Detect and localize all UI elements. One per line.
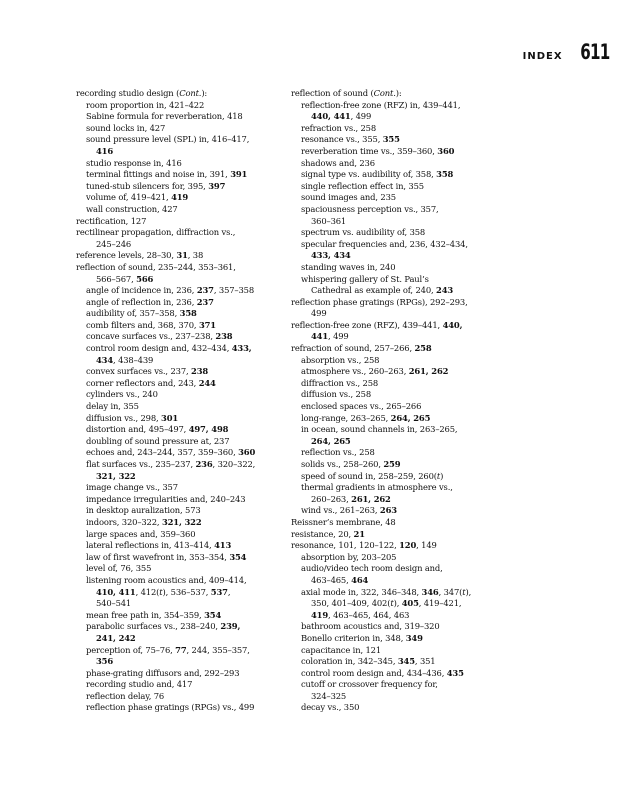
index-subentry: perception of, 75–76, 77, 244, 355–357, [86,644,250,655]
index-continuation: 360–361 [311,215,347,226]
index-subentry: atmosphere vs., 260–263, 261, 262 [301,366,449,377]
index-subentry: echoes and, 243–244, 357, 359–360, 360 [86,447,256,458]
index-subentry: corner reflectors and, 243, 244 [86,377,216,388]
index-subentry: solids vs., 258–260, 259 [301,459,401,469]
index-subentry: Sabine formula for reverberation, 418 [86,111,243,122]
page-number: 611 [579,40,609,64]
index-entry: reflection of sound, 235–244, 353–361, [76,261,236,272]
index-subentry: standing waves in, 240 [301,261,396,272]
index-continuation: 463–465, 464 [311,574,369,585]
index-subentry: mean free path in, 354–359, 354 [86,609,222,620]
index-continuation: 241, 242 [96,632,136,643]
index-subentry: image change vs., 357 [86,482,178,493]
index-subentry: law of first wavefront in, 353–354, 354 [86,551,247,562]
index-subentry: reflection-free zone (RFZ) in, 439–441, [301,99,461,110]
index-subentry: whispering gallery of St. Paul’s [301,273,429,284]
index-subentry: spaciousness perception vs., 357, [301,203,439,214]
index-subentry: axial mode in, 322, 346–348, 346, 347(t), [301,586,472,597]
index-continuation: 433, 434 [311,250,351,261]
index-subentry: signal type vs. audibility of, 358, 358 [301,169,454,180]
index-entry: reflection of sound (Cont.): [291,88,402,98]
index-subentry: distortion and, 495–497, 497, 498 [86,424,229,435]
index-entry: reference levels, 28–30, 31, 38 [76,250,204,261]
index-subentry: audio/video tech room design and, [301,563,443,574]
index-subentry: phase-grating diffusors and, 292–293 [86,667,240,678]
index-subentry: control room design and, 432–434, 433, [86,343,252,354]
index-column-left [76,88,298,714]
index-subentry: in ocean, sound channels in, 263–265, [301,424,458,435]
index-subentry: reflection vs., 258 [301,447,375,458]
index-entry: Reissner’s membrane, 48 [291,516,396,527]
index-subentry: parabolic surfaces vs., 238–240, 239, [86,621,241,632]
index-subentry: decay vs., 350 [301,702,360,713]
index-subentry: bathroom acoustics and, 319–320 [301,621,440,632]
index-subentry: resonance vs., 355, 355 [301,134,400,145]
index-subentry: cutoff or crossover frequency for, [301,679,438,690]
index-continuation: 324–325 [311,690,347,701]
index-subentry: capacitance in, 121 [301,644,382,655]
index-subentry: audibility of, 357–358, 358 [86,308,197,319]
index-entry: recording studio design (Cont.): [76,88,208,98]
index-subentry: Bonello criterion in, 348, 349 [301,632,423,643]
index-subentry: wall construction, 427 [86,203,178,214]
index-subentry: reflection delay, 76 [86,690,165,701]
index-subentry: listening room acoustics and, 409–414, [86,574,247,585]
index-continuation: 434, 438–439 [96,354,154,365]
index-subentry: shadows and, 236 [301,157,375,168]
index-entry: resistance, 20, 21 [291,528,365,539]
index-subentry: delay in, 355 [86,401,139,412]
index-subentry: diffusion vs., 298, 301 [86,412,179,423]
index-continuation: 416 [96,145,114,156]
index-subentry: spectrum vs. audibility of, 358 [301,227,426,238]
index-subentry: absorption vs., 258 [301,354,380,365]
running-head [523,40,609,64]
index-continuation: 350, 401–409, 402(t), 405, 419–421, [311,598,462,609]
index-subentry: control room design and, 434–436, 435 [301,667,464,678]
index-subentry: reverberation time vs., 359–360, 360 [301,145,455,156]
index-entry: rectilinear propagation, diffraction vs., [76,227,236,238]
index-subentry: coloration in, 342–345, 345, 351 [301,656,436,667]
index-continuation: 440, 441, 499 [311,111,372,122]
index-subentry: studio response in, 416 [86,157,182,168]
index-continuation: 540–541 [96,598,132,609]
index-entry: reflection-free zone (RFZ), 439–441, 440, [291,319,463,330]
index-continuation: Cathedral as example of, 240, 243 [311,285,454,296]
index-subentry: large spaces and, 359–360 [86,528,196,539]
index-subentry: flat surfaces vs., 235–237, 236, 320–322, [86,459,256,469]
index-subentry: doubling of sound pressure at, 237 [86,435,230,446]
index-subentry: angle of reflection in, 236, 237 [86,296,214,307]
index-subentry: wind vs., 261–263, 263 [301,505,397,516]
index-subentry: refraction vs., 258 [301,122,377,133]
index-subentry: sound pressure level (SPL) in, 416–417, [86,134,250,145]
index-subentry: level of, 76, 355 [86,563,152,574]
index-subentry: indoors, 320–322, 321, 322 [86,516,202,527]
index-subentry: angle of incidence in, 236, 237, 357–358 [86,285,255,296]
index-continuation: 321, 322 [96,470,136,481]
index-entry: refraction of sound, 257–266, 258 [291,343,432,354]
index-subentry: reflection phase gratings (RPGs) vs., 499 [86,702,255,713]
index-continuation: 245–246 [96,238,132,249]
index-subentry: tuned-stub silencers for, 395, 397 [86,180,226,191]
index-subentry: diffraction vs., 258 [301,377,379,388]
index-continuation: 499 [311,308,327,319]
index-subentry: enclosed spaces vs., 265–266 [301,401,422,412]
index-subentry: room proportion in, 421–422 [86,99,205,110]
index-continuation: 264, 265 [311,435,351,446]
index-continuation: 356 [96,656,114,667]
index-subentry: volume of, 419–421, 419 [86,192,189,203]
index-subentry: sound images and, 235 [301,192,396,203]
index-subentry: absorption by, 203–205 [301,551,397,562]
index-subentry: speed of sound in, 258–259, 260(t) [301,470,444,481]
index-subentry: lateral reflections in, 413–414, 413 [86,540,232,551]
index-subentry: convex surfaces vs., 237, 238 [86,366,209,377]
index-continuation: 566–567, 566 [96,273,154,284]
index-subentry: single reflection effect in, 355 [301,180,424,191]
index-subentry: diffusion vs., 258 [301,389,372,400]
index-subentry: thermal gradients in atmosphere vs., [301,482,453,493]
index-continuation: 441, 499 [311,331,349,342]
index-subentry: impedance irregularities and, 240–243 [86,493,246,504]
index-entry: resonance, 101, 120–122, 120, 149 [291,540,437,551]
index-subentry: cylinders vs., 240 [86,389,158,400]
index-subentry: concave surfaces vs., 237–238, 238 [86,331,233,342]
index-continuation: 410, 411, 412(t), 536–537, 537, [96,586,231,597]
index-subentry: terminal fittings and noise in, 391, 391 [86,169,248,180]
index-subentry: comb filters and, 368, 370, 371 [86,319,216,330]
index-continuation: 260–263, 261, 262 [311,493,391,504]
index-column-right [291,88,517,714]
index-subentry: sound locks in, 427 [86,122,166,133]
index-continuation: 419, 463–465, 464, 463 [311,609,410,620]
running-head-label: INDEX [522,51,563,62]
index-subentry: long-range, 263–265, 264, 265 [301,412,431,423]
index-entry: reflection phase gratings (RPGs), 292–293, [291,296,468,307]
index-subentry: in desktop auralization, 573 [86,505,201,516]
index-subentry: specular frequencies and, 236, 432–434, [301,238,468,249]
index-subentry: recording studio and, 417 [86,679,193,690]
index-entry: rectification, 127 [76,215,147,226]
